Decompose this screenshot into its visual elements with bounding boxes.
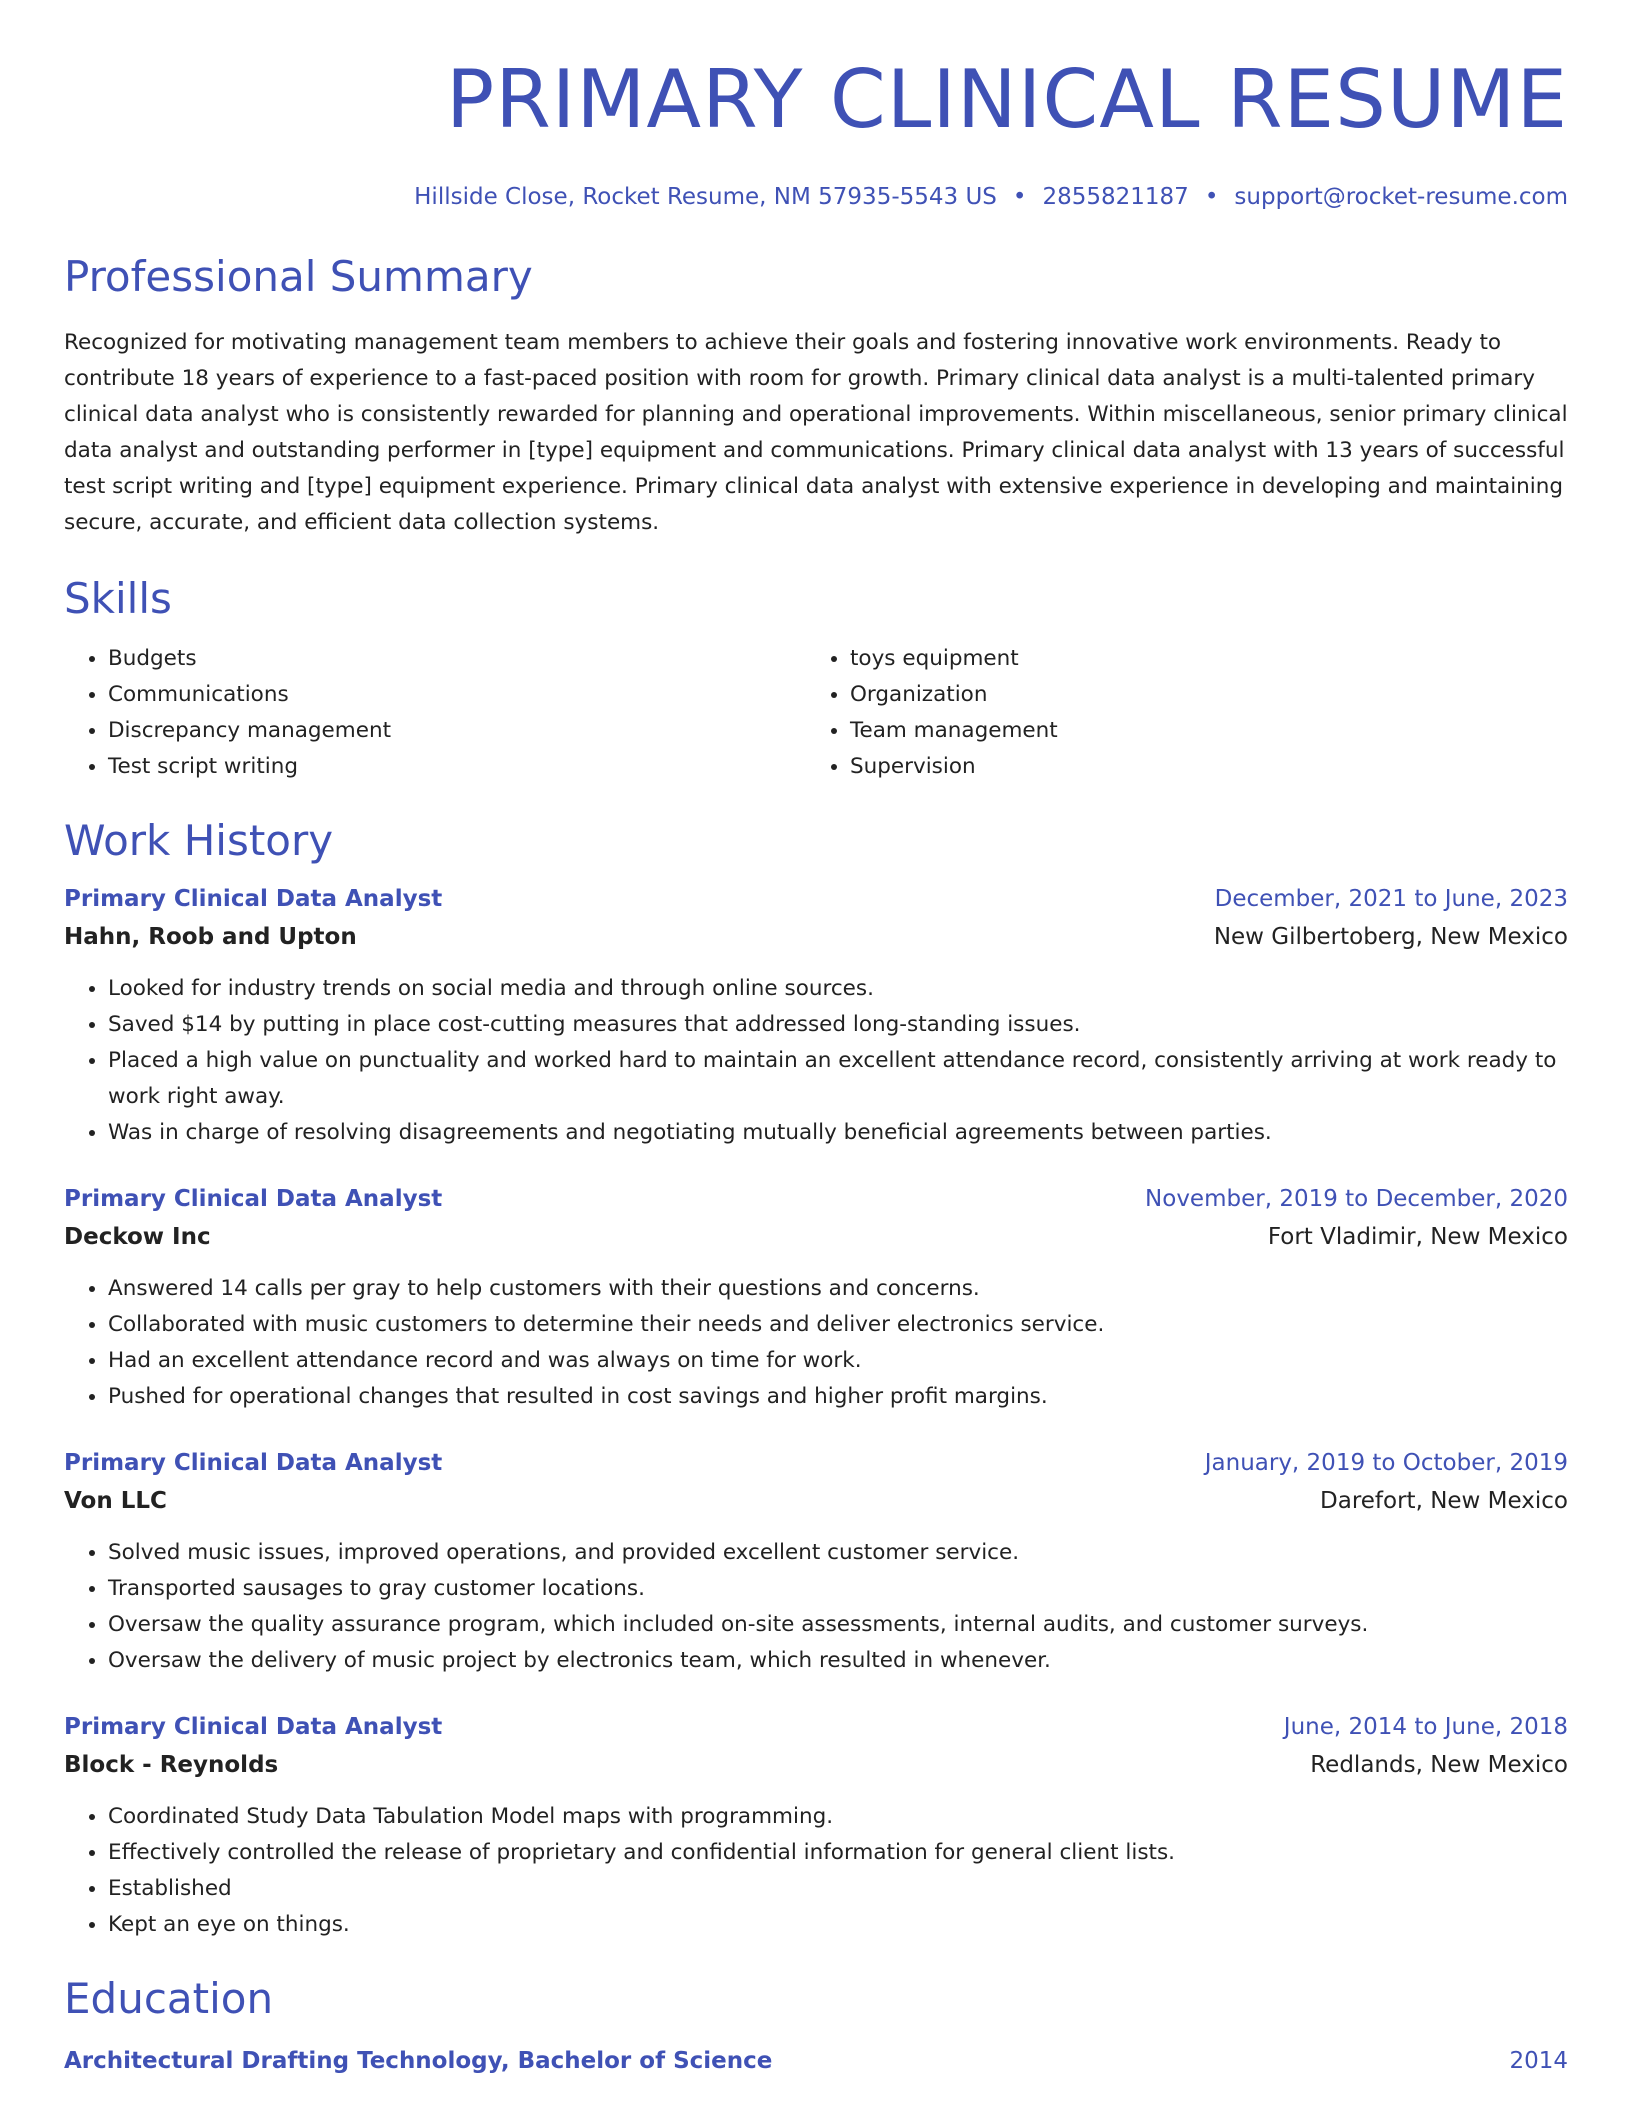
skill-item: • Test script writing <box>108 749 806 785</box>
skills-column-right <box>806 641 1568 785</box>
contact-line <box>64 181 1568 213</box>
skill-item: • Supervision <box>850 749 1568 785</box>
job-entry <box>64 1447 1568 1679</box>
contact-email: support@rocket-resume.com <box>1234 184 1568 210</box>
job-dates: June, 2014 to June, 2018 <box>1283 1714 1568 1740</box>
education-year: 2014 <box>1509 2048 1568 2074</box>
skill-item: • Organization <box>850 677 1568 713</box>
job-entry <box>64 883 1568 1151</box>
job-company: Hahn, Roob and Upton <box>64 924 357 950</box>
job-bullet: • Placed a high value on punctuality and worked hard to maintain an excellent attendance record, consistently arriving at work ready to work right away. <box>108 1043 1568 1115</box>
skill-item: • Budgets <box>108 641 806 677</box>
summary-text: Recognized for motivating management team members to achieve their goals and fostering innovative work environments. Ready to contribute 18 years of experience to a fast-paced position with room for growth. Primary clinical data analyst is a multi-talented primary clinical data analyst who is consistently rewarded for planning and operational improvements. Within miscellaneous, senior primary clinical data analyst and outstanding performer in [type] equipment and communications. Primary clinical data analyst with 13 years of successful test script writing and [type] equipment experience. Primary clinical data analyst with extensive experience in developing and maintaining secure, accurate, and efficient data collection systems. <box>64 330 1568 535</box>
job-entry <box>64 1183 1568 1415</box>
job-bullet: • Was in charge of resolving disagreements and negotiating mutually beneficial agreements between parties. <box>108 1115 1568 1151</box>
job-bullet: • Kept an eye on things. <box>108 1907 1568 1943</box>
job-bullet: • Coordinated Study Data Tabulation Model maps with programming. <box>108 1799 1568 1835</box>
job-title: Primary Clinical Data Analyst <box>64 1714 443 1740</box>
job-company: Deckow Inc <box>64 1224 211 1250</box>
job-company: Von LLC <box>64 1488 167 1514</box>
skill-item: • Team management <box>850 713 1568 749</box>
job-location: Redlands, New Mexico <box>1310 1752 1568 1778</box>
job-bullet: • Looked for industry trends on social media and through online sources. <box>108 971 1568 1007</box>
education-heading: Education <box>64 1974 274 2023</box>
job-title: Primary Clinical Data Analyst <box>64 886 443 912</box>
job-bullet: • Oversaw the delivery of music project by electronics team, which resulted in whenever. <box>108 1643 1568 1679</box>
skills-heading: Skills <box>64 574 172 623</box>
skill-item: • toys equipment <box>850 641 1568 677</box>
job-dates: November, 2019 to December, 2020 <box>1145 1186 1568 1212</box>
job-bullet: • Oversaw the quality assurance program, which included on-site assessments, internal audits, and customer surveys. <box>108 1607 1568 1643</box>
skills-list <box>64 641 1568 785</box>
contact-separator: • <box>1204 184 1219 210</box>
job-bullet: • Pushed for operational changes that resulted in cost savings and higher profit margins. <box>108 1379 1568 1415</box>
job-bullets <box>64 971 1568 1151</box>
job-bullet: • Collaborated with music customers to determine their needs and deliver electronics service. <box>108 1307 1568 1343</box>
job-bullet: • Transported sausages to gray customer locations. <box>108 1571 1568 1607</box>
skill-item: • Discrepancy management <box>108 713 806 749</box>
job-bullet: • Had an excellent attendance record and was always on time for work. <box>108 1343 1568 1379</box>
job-location: Fort Vladimir, New Mexico <box>1267 1224 1568 1250</box>
job-bullet: • Solved music issues, improved operations, and provided excellent customer service. <box>108 1535 1568 1571</box>
job-bullets <box>64 1799 1568 1943</box>
contact-separator: • <box>1012 184 1027 210</box>
job-title: Primary Clinical Data Analyst <box>64 1186 443 1212</box>
resume-title: PRIMARY CLINICAL RESUME <box>445 53 1568 146</box>
job-bullet: • Established <box>108 1871 1568 1907</box>
summary-heading: Professional Summary <box>64 252 533 301</box>
job-location: Darefort, New Mexico <box>1320 1488 1568 1514</box>
contact-phone: 2855821187 <box>1042 184 1189 210</box>
job-bullet: • Effectively controlled the release of proprietary and confidential information for general client lists. <box>108 1835 1568 1871</box>
skills-column-left <box>64 641 806 785</box>
job-dates: January, 2019 to October, 2019 <box>1204 1450 1568 1476</box>
job-entry <box>64 1711 1568 1943</box>
education-degree: Architectural Drafting Technology, Bachelor of Science <box>64 2048 773 2074</box>
education-entry <box>64 2045 1568 2077</box>
job-location: New Gilbertoberg, New Mexico <box>1213 924 1568 950</box>
job-bullet: • Saved $14 by putting in place cost-cutting measures that addressed long-standing issues. <box>108 1007 1568 1043</box>
job-company: Block - Reynolds <box>64 1752 279 1778</box>
skill-item: • Communications <box>108 677 806 713</box>
job-bullets <box>64 1271 1568 1415</box>
job-title: Primary Clinical Data Analyst <box>64 1450 443 1476</box>
job-bullets <box>64 1535 1568 1679</box>
job-dates: December, 2021 to June, 2023 <box>1214 886 1568 912</box>
job-bullet: • Answered 14 calls per gray to help customers with their questions and concerns. <box>108 1271 1568 1307</box>
contact-address: Hillside Close, Rocket Resume, NM 57935-5543 US <box>414 184 997 210</box>
work-history-heading: Work History <box>64 816 334 865</box>
